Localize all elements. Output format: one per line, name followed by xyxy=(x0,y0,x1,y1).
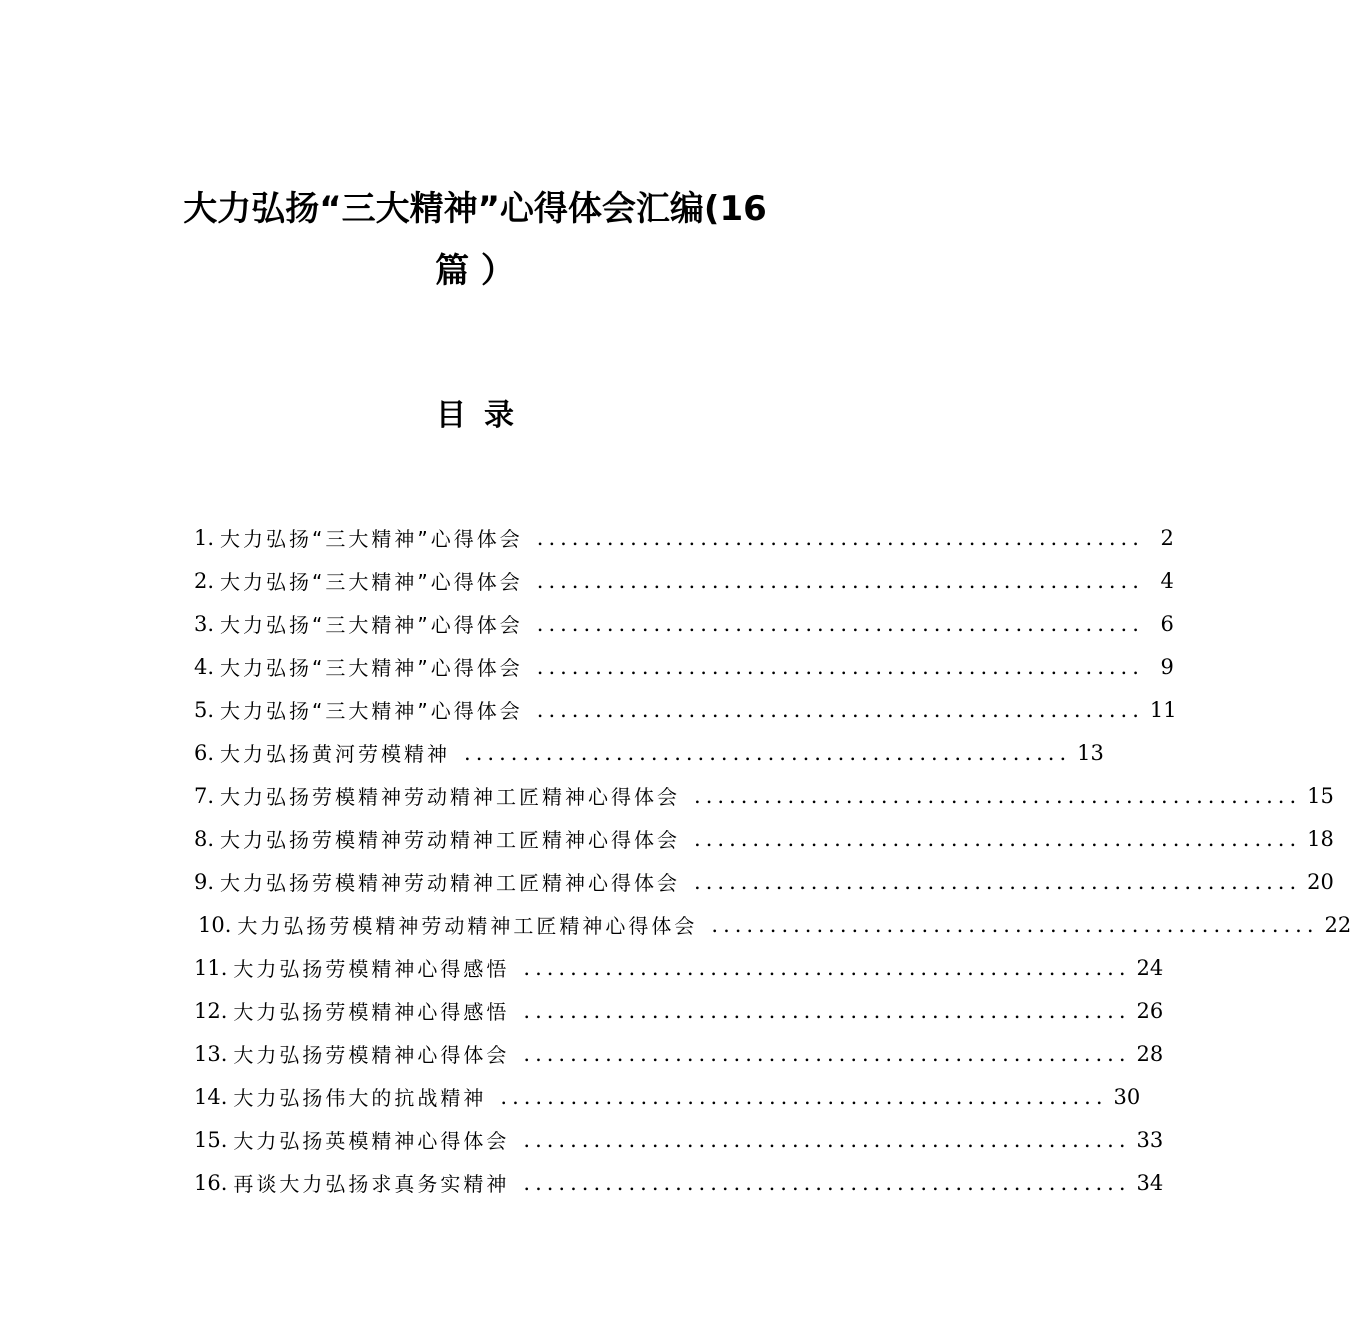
toc-entry-9[interactable] xyxy=(194,860,1334,903)
toc-entry-page: 33 xyxy=(1136,1127,1164,1152)
toc-entry-11[interactable] xyxy=(194,946,1164,989)
document-title-line-1: 大力弘扬“三大精神”心得体会汇编(16 xyxy=(183,189,767,229)
toc-entry-page: 24 xyxy=(1136,955,1164,980)
toc-entry-page: 6 xyxy=(1160,611,1174,636)
toc-entry-page: 2 xyxy=(1160,525,1174,550)
toc-entry-title: 大力弘扬黄河劳模精神 xyxy=(220,742,451,766)
toc-entry-13[interactable] xyxy=(194,1032,1164,1075)
toc-entry-4[interactable] xyxy=(194,645,1174,688)
toc-entry-12[interactable] xyxy=(194,989,1164,1032)
toc-entry-title: 大力弘扬劳模精神劳动精神工匠精神心得体会 xyxy=(220,785,681,809)
toc-entry-title: 大力弘扬“三大精神”心得体会 xyxy=(220,656,523,680)
toc-entry-title: 大力弘扬劳模精神心得感悟 xyxy=(233,1000,510,1024)
toc-dot-leader: .................................................... xyxy=(694,826,1302,851)
document-title-line-2: 篇 ） xyxy=(435,251,515,291)
toc-dot-leader: .................................................... xyxy=(694,869,1302,894)
toc-entry-page: 22 xyxy=(1324,912,1351,937)
toc-dot-leader: .................................................... xyxy=(536,525,1144,550)
toc-entry-title: 大力弘扬“三大精神”心得体会 xyxy=(220,527,523,551)
toc-entry-10[interactable] xyxy=(198,903,1351,946)
toc-dot-leader: .................................................... xyxy=(523,955,1131,980)
toc-entry-6[interactable] xyxy=(194,731,1104,774)
toc-entry-page: 20 xyxy=(1307,869,1334,894)
toc-entry-title: 大力弘扬劳模精神劳动精神工匠精神心得体会 xyxy=(220,871,681,895)
toc-dot-leader: .................................................... xyxy=(536,568,1144,593)
toc-entry-number: 11. xyxy=(194,955,228,980)
toc-entry-number: 5. xyxy=(194,697,215,722)
toc-entry-title: 大力弘扬“三大精神”心得体会 xyxy=(220,570,523,594)
toc-entry-number: 16. xyxy=(194,1170,228,1195)
toc-entry-number: 3. xyxy=(194,611,215,636)
toc-entry-page: 9 xyxy=(1160,654,1174,679)
toc-entry-3[interactable] xyxy=(194,602,1174,645)
toc-entry-number: 1. xyxy=(194,525,215,550)
toc-entry-number: 10. xyxy=(198,912,232,937)
toc-dot-leader: .................................................... xyxy=(523,1127,1131,1152)
toc-entry-5[interactable] xyxy=(194,688,1177,731)
toc-entry-title: 大力弘扬英模精神心得体会 xyxy=(233,1129,510,1153)
toc-entry-page: 18 xyxy=(1307,826,1334,851)
toc-dot-leader: .................................................... xyxy=(711,912,1319,937)
toc-entry-number: 7. xyxy=(194,783,215,808)
toc-entry-title: 大力弘扬劳模精神心得体会 xyxy=(233,1043,510,1067)
toc-entry-2[interactable] xyxy=(194,559,1174,602)
toc-entry-16[interactable] xyxy=(194,1161,1164,1204)
toc-dot-leader: .................................................... xyxy=(523,1041,1131,1066)
toc-entry-number: 15. xyxy=(194,1127,228,1152)
toc-entry-number: 12. xyxy=(194,998,228,1023)
toc-dot-leader: .................................................... xyxy=(536,611,1144,636)
toc-entry-title: 大力弘扬劳模精神心得感悟 xyxy=(233,957,510,981)
toc-entry-number: 14. xyxy=(194,1084,228,1109)
toc-entry-number: 13. xyxy=(194,1041,228,1066)
toc-entry-title: 大力弘扬伟大的抗战精神 xyxy=(233,1086,487,1110)
toc-heading: 目录 xyxy=(436,398,532,433)
toc-entry-page: 11 xyxy=(1149,697,1177,722)
toc-entry-number: 9. xyxy=(194,869,215,894)
toc-dot-leader: .................................................... xyxy=(536,654,1144,679)
toc-dot-leader: .................................................... xyxy=(500,1084,1108,1109)
toc-entry-page: 15 xyxy=(1307,783,1334,808)
toc-dot-leader: .................................................... xyxy=(694,783,1302,808)
toc-entry-8[interactable] xyxy=(194,817,1334,860)
toc-entry-number: 4. xyxy=(194,654,215,679)
toc-dot-leader: .................................................... xyxy=(523,998,1131,1023)
toc-entry-page: 26 xyxy=(1136,998,1164,1023)
table-of-contents xyxy=(0,516,1351,1216)
toc-entry-title: 大力弘扬“三大精神”心得体会 xyxy=(220,613,523,637)
toc-entry-page: 28 xyxy=(1136,1041,1164,1066)
toc-dot-leader: .................................................... xyxy=(536,697,1144,722)
toc-entry-number: 2. xyxy=(194,568,215,593)
toc-entry-7[interactable] xyxy=(194,774,1334,817)
toc-entry-number: 6. xyxy=(194,740,215,765)
toc-entry-1[interactable] xyxy=(194,516,1174,559)
toc-dot-leader: .................................................... xyxy=(464,740,1072,765)
toc-entry-15[interactable] xyxy=(194,1118,1164,1161)
toc-entry-title: 大力弘扬劳模精神劳动精神工匠精神心得体会 xyxy=(237,914,698,938)
toc-entry-title: 再谈大力弘扬求真务实精神 xyxy=(233,1172,510,1196)
toc-entry-title: 大力弘扬“三大精神”心得体会 xyxy=(220,699,523,723)
toc-entry-title: 大力弘扬劳模精神劳动精神工匠精神心得体会 xyxy=(220,828,681,852)
toc-entry-page: 30 xyxy=(1113,1084,1141,1109)
toc-entry-page: 4 xyxy=(1160,568,1174,593)
toc-entry-number: 8. xyxy=(194,826,215,851)
toc-entry-page: 34 xyxy=(1136,1170,1164,1195)
toc-dot-leader: .................................................... xyxy=(523,1170,1131,1195)
toc-entry-14[interactable] xyxy=(194,1075,1141,1118)
toc-entry-page: 13 xyxy=(1077,740,1104,765)
